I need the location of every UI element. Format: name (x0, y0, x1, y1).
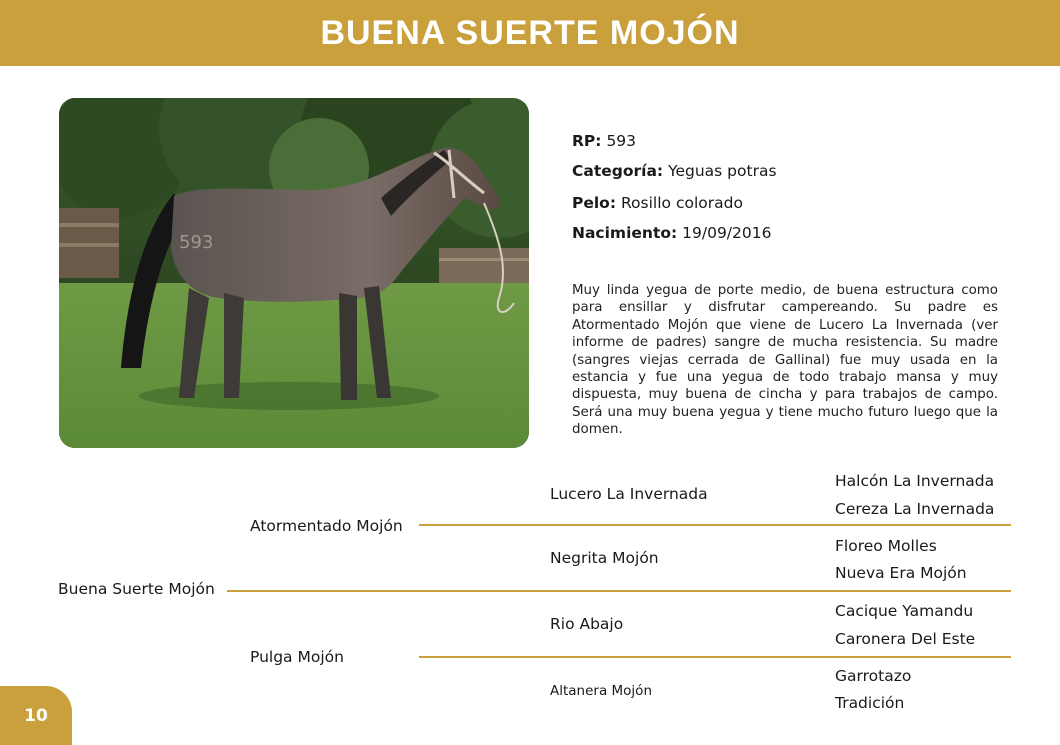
rp-value: 593 (606, 132, 637, 150)
rp-label: RP: (572, 132, 602, 150)
pedigree-ggp-1: Halcón La Invernada (835, 472, 995, 490)
pedigree-line-main (227, 590, 1011, 592)
page-title: BUENA SUERTE MOJÓN (320, 13, 740, 52)
categoria-row (572, 162, 777, 180)
pedigree-dam-sire: Rio Abajo (550, 615, 624, 633)
pelo-value: Rosillo colorado (620, 194, 743, 212)
categoria-label: Categoría: (572, 162, 664, 180)
brand-mark: 593 (179, 232, 214, 253)
pedigree-ggp-2: Cereza La Invernada (835, 500, 995, 518)
pedigree-sire-dam: Negrita Mojón (550, 549, 659, 567)
page-header (0, 0, 1060, 66)
categoria-value: Yeguas potras (668, 162, 777, 180)
pelo-row (572, 194, 743, 212)
nacimiento-row (572, 224, 771, 242)
pedigree-line-sire (419, 524, 1011, 526)
pedigree-ggp-6: Caronera Del Este (835, 630, 976, 648)
pedigree-ggp-7: Garrotazo (835, 667, 912, 685)
pedigree-ggp-3: Floreo Molles (835, 537, 937, 555)
nacimiento-value: 19/09/2016 (682, 224, 772, 242)
pedigree-ggp-5: Cacique Yamandu (835, 602, 974, 620)
pedigree-sire: Atormentado Mojón (250, 517, 403, 535)
pedigree-line-dam (419, 656, 1011, 658)
pedigree-dam: Pulga Mojón (250, 648, 344, 666)
nacimiento-label: Nacimiento: (572, 224, 678, 242)
pedigree-dam-dam: Altanera Mojón (550, 683, 653, 699)
pedigree-ggp-4: Nueva Era Mojón (835, 564, 967, 582)
page-number: 10 (0, 686, 72, 745)
pedigree-sire-sire: Lucero La Invernada (550, 485, 708, 503)
horse-photo (59, 98, 529, 448)
pedigree-subject: Buena Suerte Mojón (58, 580, 215, 598)
pedigree-ggp-8: Tradición (835, 694, 905, 712)
pelo-label: Pelo: (572, 194, 617, 212)
horse-description: Muy linda yegua de porte medio, de buena estructura como para ensillar y disfrutar campereando. Su padre es Atormentado Mojón que viene de Lucero La Invernada (ver informe de padres) sangre de mucha resistencia. Su madre (sangres viejas cerrada de Gallinal) fue muy usada en la estancia y fue una yegua de todo trabajo mansa y muy dispuesta, muy buena de cincha y para trabajos de campo. Será una muy buena yegua y tiene mucho futuro luego que la domen. (572, 283, 998, 438)
rp-row (572, 132, 636, 150)
